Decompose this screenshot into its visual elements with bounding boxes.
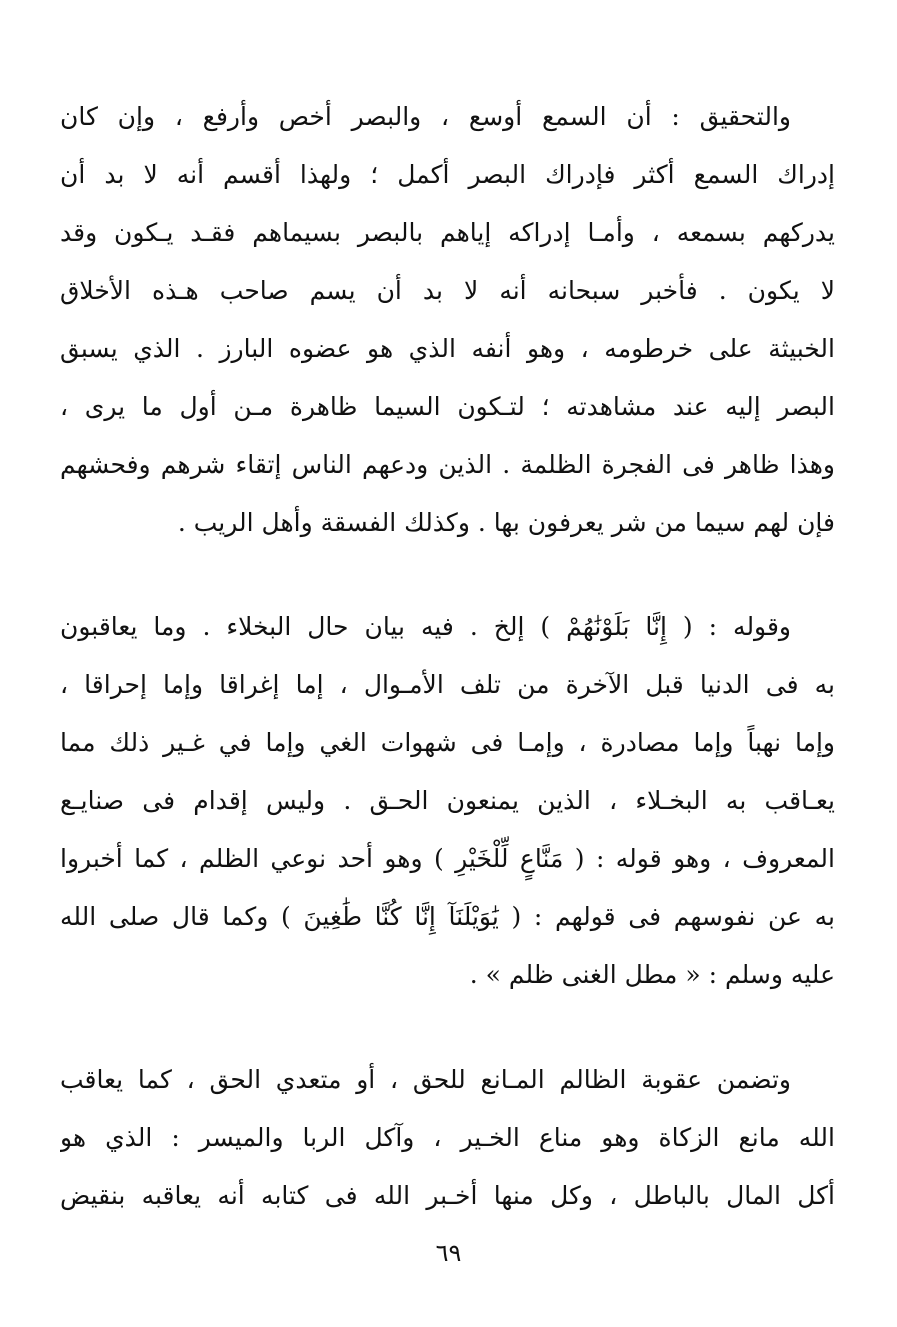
text-line: البصر إليه عند مشاهدته ؛ لتـكون السيما ظاهرة مـن أول ما يرى ، bbox=[60, 392, 835, 421]
text-line: عليه وسلم : « مطل الغنى ظلم » . bbox=[469, 960, 835, 989]
text-line: وهذا ظاهر فى الفجرة الظلمة . الذين ودعهم الناس إتقاء شرهم وفحشهم bbox=[60, 450, 835, 479]
paragraph-3 bbox=[60, 1051, 835, 1225]
page-number: ٦٩ bbox=[435, 1239, 462, 1267]
text-line: وقوله : ( إِنَّا بَلَوْنَٰهُمْ ) إلخ . فيه بيان حال البخلاء . وما يعاقبون bbox=[60, 612, 791, 641]
paragraph-1 bbox=[60, 88, 835, 552]
text-line: فإن لهم سيما من شر يعرفون بها . وكذلك الفسقة وأهل الريب . bbox=[177, 508, 835, 537]
text-line: لا يكون . فأخبر سبحانه أنه لا بد أن يسم صاحب هـذه الأخلاق bbox=[60, 276, 835, 305]
text-line: والتحقيق : أن السمع أوسع ، والبصر أخص وأرفع ، وإن كان bbox=[60, 102, 791, 131]
text-line: يدركهم بسمعه ، وأمـا إدراكه إياهم بالبصر بسيماهم فقـد يـكون وقد bbox=[60, 218, 835, 247]
text-line: يعـاقب به البخـلاء ، الذين يمنعون الحـق . وليس إقدام فى صنايـع bbox=[60, 786, 835, 815]
text-line: إدراك السمع أكثر فإدراك البصر أكمل ؛ ولهذا أقسم أنه لا بد أن bbox=[60, 160, 835, 189]
text-line: به فى الدنيا قبل الآخرة من تلف الأمـوال ، إما إغراقا وإما إحراقا ، bbox=[60, 670, 835, 699]
text-line: الله مانع الزكاة وهو مناع الخـير ، وآكل الربا والميسر : الذي هو bbox=[60, 1123, 835, 1152]
text-line: وإما نهباً وإما مصادرة ، وإمـا فى شهوات الغي وإما في غـير ذلك مما bbox=[60, 728, 835, 757]
text-line: وتضمن عقوبة الظالم المـانع للحق ، أو متعدي الحق ، كما يعاقب bbox=[60, 1065, 791, 1094]
paragraph-2 bbox=[60, 598, 835, 1004]
text-line: المعروف ، وهو قوله : ( مَنَّاعٍ لِّلْخَيْرِ ) وهو أحد نوعي الظلم ، كما أخبروا bbox=[60, 844, 835, 873]
text-line: به عن نفوسهم فى قولهم : ( يَٰوَيْلَنَآ إِنَّا كُنَّا طَٰغِينَ ) وكما قال صلى الله bbox=[60, 902, 835, 931]
text-line: الخبيثة على خرطومه ، وهو أنفه الذي هو عضوه البارز . الذي يسبق bbox=[60, 334, 835, 363]
text-line: أكل المال بالباطل ، وكل منها أخـبر الله فى كتابه أنه يعاقبه بنقيض bbox=[60, 1181, 835, 1210]
